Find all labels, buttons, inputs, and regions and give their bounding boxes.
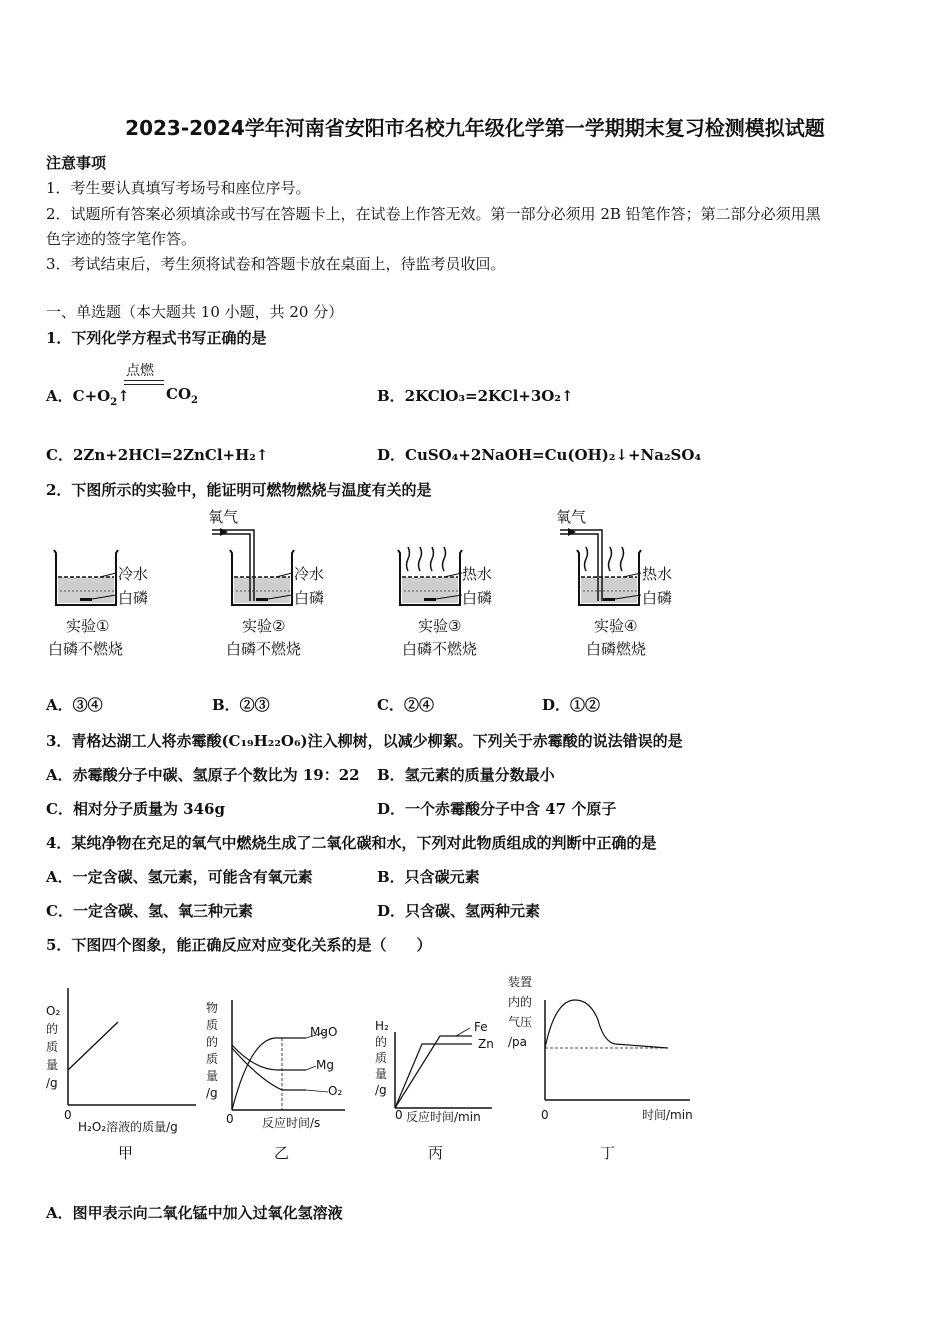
yi-xlabel: 反应时间/s <box>262 1116 321 1130</box>
exp-4-result: 白磷燃烧 <box>586 640 647 658</box>
exp-4-name: 实验④ <box>594 617 638 635</box>
exp-1-name: 实验① <box>66 617 110 635</box>
bing-ylabel: H₂ 的 质 量 /g <box>375 1019 389 1097</box>
q2-option-d: D．①② <box>542 696 601 714</box>
page-title: 2023-2024学年河南省安阳市名校九年级化学第一学期期末复习检测模拟试题 <box>125 116 825 140</box>
q5-option-a: A．图甲表示向二氧化锰中加入过氧化氢溶液 <box>46 1204 343 1222</box>
q3-stem: 3．青格达湖工人将赤霉酸(C₁₉H₂₂O₆)注入柳树，以减少柳絮。下列关于赤霉酸的说法错误的是 <box>46 732 683 750</box>
q3-option-c: C．相对分子质量为 346g <box>46 800 225 818</box>
q1-option-d: D．CuSO₄+2NaOH=Cu(OH)₂↓+Na₂SO₄ <box>377 446 702 464</box>
yi-mg-curve <box>232 1045 306 1070</box>
graph-ding-plot <box>545 1000 690 1100</box>
exp-2-name: 实验② <box>242 617 286 635</box>
notice-item-3: 3．考试结束后，考生须将试卷和答题卡放在桌面上，待监考员收回。 <box>46 255 506 273</box>
exp-1-result: 白磷不燃烧 <box>48 640 124 658</box>
jia-line <box>68 1022 118 1070</box>
phos-label-1: 白磷 <box>118 589 149 607</box>
q1-product: $CO_2$ <box>166 385 198 406</box>
q2-option-a: A．③④ <box>46 696 103 714</box>
graph-jia-plot <box>68 988 196 1105</box>
exp-2-result: 白磷不燃烧 <box>226 640 302 658</box>
q3-option-d: D．一个赤霉酸分子中含 47 个原子 <box>377 800 617 818</box>
q1-option-c: C．2Zn+2HCl=2ZnCl+H₂↑ <box>46 446 269 464</box>
yi-series-o2: O₂ <box>328 1084 343 1098</box>
ding-origin: 0 <box>541 1108 549 1122</box>
q1-option-a: A．$C+O_2↑$ <box>46 387 130 408</box>
q4-option-b: B．只含碳元素 <box>377 868 480 886</box>
yi-mgo-curve <box>232 1038 306 1110</box>
jia-xlabel: H₂O₂溶液的质量/g <box>78 1120 178 1134</box>
bing-series-fe: Fe <box>474 1020 488 1034</box>
water-label-4: 热水 <box>642 565 673 583</box>
beaker-1 <box>54 550 118 605</box>
yi-series-mgo: MgO <box>310 1025 338 1039</box>
q5-stem: 5．下图四个图象，能正确反应对应变化关系的是（ ） <box>46 936 432 954</box>
q2-option-c: C．②④ <box>377 696 434 714</box>
section-heading: 一、单选题（本大题共 10 小题，共 20 分） <box>46 303 344 321</box>
yi-series-mg: Mg <box>316 1058 334 1072</box>
q3-option-b: B．氢元素的质量分数最小 <box>377 766 555 784</box>
bing-fe-line <box>395 1036 472 1108</box>
q1-equal-sign <box>124 380 164 385</box>
oxygen-label-2: 氧气 <box>208 508 239 526</box>
phos-label-2: 白磷 <box>294 589 325 607</box>
bing-xlabel: 反应时间/min <box>406 1110 481 1124</box>
q4-stem: 4．某纯净物在充足的氧气中燃烧生成了二氧化碳和水，下列对此物质组成的判断中正确的是 <box>46 834 657 852</box>
ding-ylabel: 装置 内的 气压 /pa <box>508 975 533 1049</box>
bing-zn-line <box>395 1044 472 1108</box>
notice-item-2-cont: 色字迹的签字笔作答。 <box>46 230 197 248</box>
ding-pressure-curve <box>545 1000 668 1048</box>
water-label-3: 热水 <box>462 565 493 583</box>
phos-label-4: 白磷 <box>642 589 673 607</box>
q4-option-a: A．一定含碳、氢元素，可能含有氧元素 <box>46 868 313 886</box>
bing-series-zn: Zn <box>478 1037 494 1051</box>
yi-name: 乙 <box>274 1144 290 1162</box>
bing-name: 丙 <box>428 1144 444 1162</box>
phos-label-3: 白磷 <box>462 589 493 607</box>
exp-3-result: 白磷不燃烧 <box>402 640 478 658</box>
beaker-2 <box>212 528 294 605</box>
q4-option-d: D．只含碳、氢两种元素 <box>377 902 541 920</box>
notice-heading: 注意事项 <box>46 154 107 172</box>
q1-stem: 1．下列化学方程式书写正确的是 <box>46 329 267 347</box>
notice-item-2: 2．试题所有答案必须填涂或书写在答题卡上，在试卷上作答无效。第一部分必须用 2B 铅笔作答；第二部分必须用黑 <box>46 205 821 223</box>
jia-origin: 0 <box>64 1108 72 1122</box>
exp-3-name: 实验③ <box>418 617 462 635</box>
water-label-1: 冷水 <box>118 565 149 583</box>
q2-option-b: B．②③ <box>212 696 270 714</box>
beaker-4 <box>560 528 641 605</box>
q3-option-a: A．赤霉酸分子中碳、氢原子个数比为 19：22 <box>46 766 360 784</box>
q4-option-c: C．一定含碳、氢、氧三种元素 <box>46 902 253 920</box>
ding-name: 丁 <box>600 1144 616 1162</box>
jia-ylabel: O₂ 的 质 量 /g <box>46 1004 61 1090</box>
jia-name: 甲 <box>118 1144 134 1162</box>
yi-ylabel: 物 质 的 质 量 /g <box>206 1001 219 1100</box>
ding-xlabel: 时间/min <box>642 1108 693 1122</box>
water-label-2: 冷水 <box>294 565 325 583</box>
q1-option-b: B．2KClO₃=2KCl+3O₂↑ <box>377 387 574 405</box>
yi-origin: 0 <box>226 1112 234 1126</box>
q1-condition: 点燃 <box>126 363 154 379</box>
oxygen-label-4: 氧气 <box>556 508 587 526</box>
notice-item-1: 1．考生要认真填写考场号和座位序号。 <box>46 179 311 197</box>
beaker-3 <box>398 547 462 605</box>
bing-origin: 0 <box>395 1108 403 1122</box>
q2-stem: 2．下图所示的实验中，能证明可燃物燃烧与温度有关的是 <box>46 481 432 499</box>
